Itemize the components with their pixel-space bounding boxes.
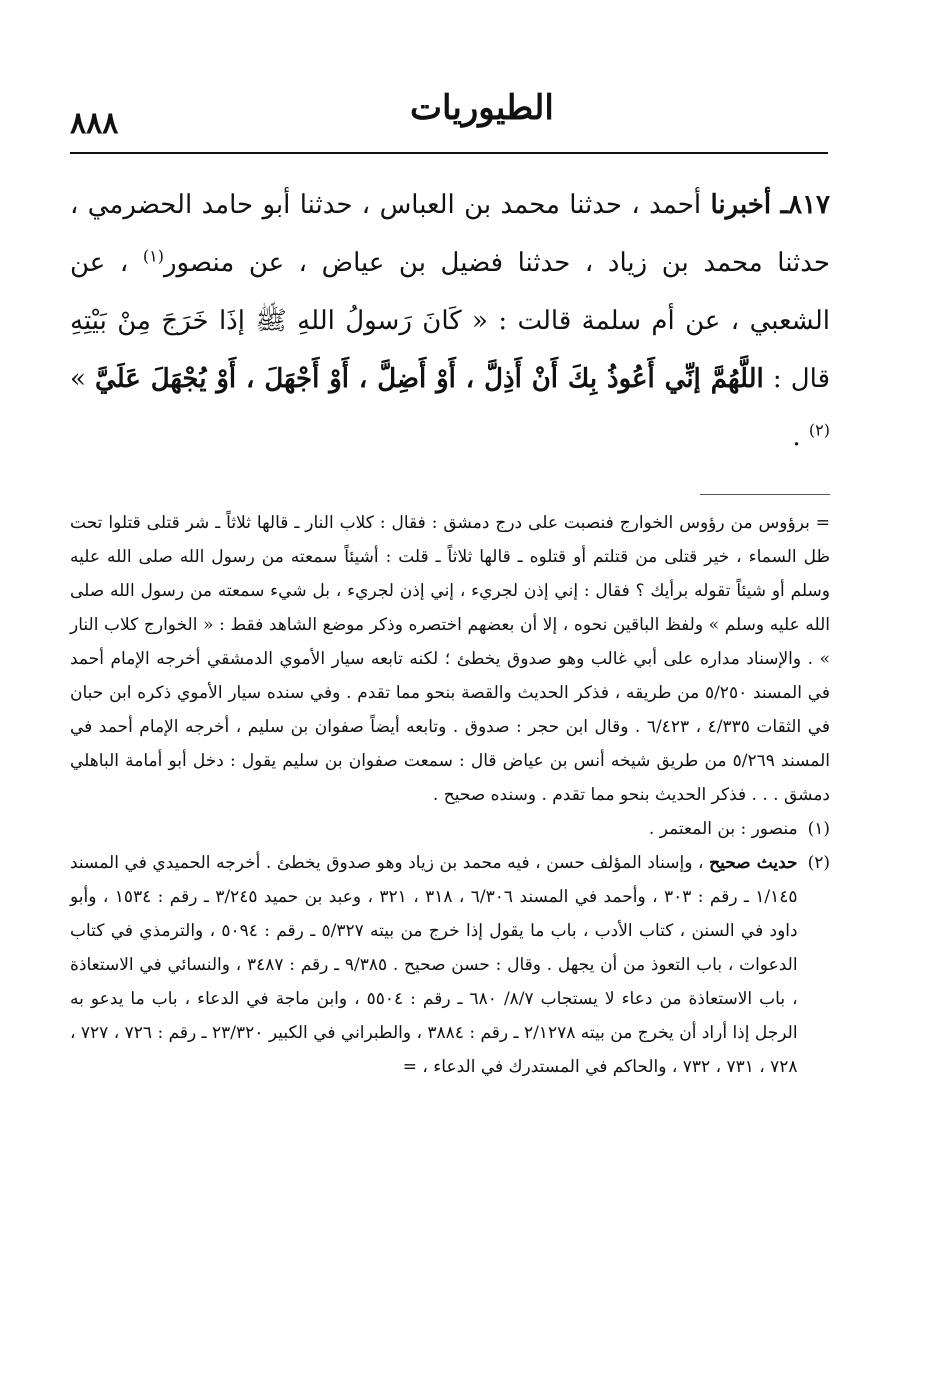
hadith-number: ٨١٧ـ [780, 190, 831, 220]
footnote-1-text: منصور : بن المعتمر . [648, 819, 798, 839]
hadith-closing: » [70, 364, 96, 394]
page-header [70, 88, 830, 148]
footnote-1-mark: (١) [807, 819, 830, 839]
footnote-1 [70, 812, 830, 846]
hadith-quote: اللَّهُمَّ إنِّي أَعُوذُ بِكَ أَنْ أَذِلَّ ، أَوْ أَضِلَّ ، أَوْ أَجْهَلَ ، أَوْ يُجْهَلَ عَلَيَّ [95, 364, 764, 394]
header-rule [70, 152, 828, 154]
hadith-lead: أخبرنا [710, 190, 772, 220]
footnote-2-lead: حديث صحيح [709, 853, 798, 873]
hadith-text-part2: ، عن الشعبي ، عن أم سلمة قالت : « كَانَ رَسولُ اللهِ ﷺ إذَا خَرَجَ مِنْ بَيْتِهِ قال : [70, 248, 830, 394]
footnote-2-body [70, 846, 798, 1084]
footnote-divider [700, 494, 830, 495]
footnote-2-text: ، وإسناد المؤلف حسن ، فيه محمد بن زياد وهو صدوق يخطئ . أخرجه الحميدي في المسند ١/١٤٥ ـ رقم : ٣٠٣ ، وأحمد في المسند ٦/٣٠٦ ، ٣١٨ ، ٣٢١ ، وعبد بن حميد ٣/٢٤٥ ـ رقم : ١٥٣٤ ، وأبو داود في السنن ، كتاب الأدب ، باب ما يقول إذا خرج من بيته ٥/٣٢٧ ـ رقم : ٥٠٩٤ ، والترمذي في كتاب الدعوات ، باب التعوذ من أن يجهل . وقال : حسن صحيح . ٩/٣٨٥ ـ رقم : ٣٤٨٧ ، والنسائي في الاستعاذة ، باب الاستعاذة من دعاء لا يستجاب ٨/٧/ ٦٨٠ ـ رقم : ٥٥٠٤ ، وابن ماجة في الدعاء ، باب ما يدعو به الرجل إذا أراد أن يخرج من بيته ٢/١٢٧٨ ـ رقم : ٣٨٨٤ ، والطبراني في الكبير ٢٣/٣٢٠ ـ رقم : ٧٢٦ ، ٧٢٧ ، ٧٢٨ ، ٧٣١ ، ٧٣٢ ، والحاكم في المستدرك في الدعاء ، = [70, 853, 798, 1077]
page-number: ٨٨٨ [70, 106, 119, 141]
footnote-continuation: = برؤوس من رؤوس الخوارج فنصبت على درج دمشق : فقال : كلاب النار ـ قالها ثلاثاً ـ شر قتلى قتلوا تحت ظل السماء ، خير قتلى من قتلتم أو قتلوه ـ قالها ثلاثاً ـ قلت : أشيئاً سمعته من رسول الله صلى الله عليه وسلم أو شيئاً تقوله برأيك ؟ فقال : إني إذن لجريء ، إني إذن لجريء ، بل شيء سمعته من رسول الله صلى الله عليه وسلم » ولفظ الباقين نحوه ، إلا أن بعضهم اختصره وذكر موضع الشاهد فقط : « الخوارج كلاب النار » . والإسناد مداره على أبي غالب وهو صدوق يخطئ ؛ لكنه تابعه سيار الأموي الدمشقي أخرجه الإمام أحمد في المسند ٥/٢٥٠ من طريقه ، فذكر الحديث والقصة بنحو مما تقدم . وفي سنده سيار الأموي ذكره ابن حبان في الثقات ٤/٣٣٥ ، ٦/٤٢٣ . وقال ابن حجر : صدوق . وتابعه أيضاً صفوان بن سليم ، أخرجه الإمام أحمد في المسند ٥/٢٦٩ من طريق شيخه أنس بن عياض قال : سمعت صفوان بن سليم يقول : دخل أبو أمامة الباهلي دمشق . . . فذكر الحديث بنحو مما تقدم . وسنده صحيح . [70, 513, 831, 805]
footnotes [70, 506, 830, 1084]
footnote-2-mark: (٢) [807, 853, 830, 873]
hadith-end: . [792, 422, 809, 452]
running-title: الطيوريات [410, 88, 554, 128]
footnote-ref-1[interactable]: (١) [142, 246, 164, 266]
hadith-text-part1: أحمد ، حدثنا محمد بن العباس ، حدثنا أبو حامد الحضرمي ، حدثنا محمد بن زياد ، حدثنا فضيل بن عياض ، عن منصور [70, 190, 831, 278]
hadith-text [70, 176, 830, 466]
footnote-2 [70, 846, 830, 1084]
footnote-ref-2[interactable]: (٢) [808, 420, 830, 440]
